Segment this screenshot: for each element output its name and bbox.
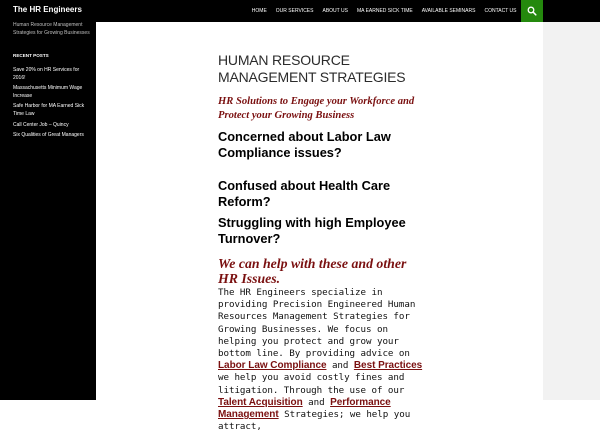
recent-post-link[interactable]: Call Center Job – Quincy bbox=[13, 121, 69, 128]
nav-available-seminars[interactable]: AVAILABLE SEMINARS bbox=[421, 8, 476, 14]
site-description: Human Resource Management Strategies for Growing Businesses bbox=[13, 22, 90, 36]
primary-nav bbox=[247, 0, 521, 22]
nav-home[interactable]: HOME bbox=[251, 8, 267, 14]
question-health-care: Confused about Health Care Reform? bbox=[218, 178, 391, 209]
search-button[interactable] bbox=[521, 0, 543, 22]
page-title: HUMAN RESOURCE MANAGEMENT STRATEGIES bbox=[218, 52, 406, 85]
recent-post-link[interactable]: Safe Harbor for MA Earned Sick Time Law bbox=[13, 103, 85, 118]
question-turnover: Struggling with high Employee Turnover? bbox=[218, 215, 406, 246]
best-practices-link[interactable]: Best Practices bbox=[353, 360, 423, 372]
question-labor-law: Concerned about Labor Law Compliance issues? bbox=[218, 129, 391, 160]
recent-posts-heading: RECENT POSTS bbox=[13, 53, 49, 58]
body-text-2: we help you avoid costly fines and litigation. Through the use of our bbox=[218, 372, 405, 396]
recent-post-link[interactable]: Save 20% on HR Services for 2016! bbox=[13, 67, 80, 81]
body-text-1: The HR Engineers specialize in providing Precision Engineered Human Resources Management Strategies for Growing Businesses. We focus on helping you protect and grow your bottom line. By providing advice on bbox=[218, 287, 416, 360]
body-text-3: Strategies; we help you attract, bbox=[218, 409, 411, 433]
nav-ma-earned-sick-time[interactable]: MA EARNED SICK TIME bbox=[356, 8, 413, 14]
talent-acquisition-link[interactable]: Talent Acquisition bbox=[218, 396, 303, 408]
nav-our-services[interactable]: OUR SERVICES bbox=[275, 8, 314, 14]
body-text-and-1: and bbox=[326, 360, 354, 372]
recent-post-link[interactable]: Massachusetts Minimum Wage Increase bbox=[13, 85, 83, 99]
recent-post-link[interactable]: Six Qualities of Great Managers bbox=[13, 132, 84, 139]
nav-about-us[interactable]: ABOUT US bbox=[322, 8, 348, 14]
body-text-and-2: and bbox=[302, 396, 331, 408]
labor-law-compliance-link[interactable]: Labor Law Compliance bbox=[218, 360, 327, 372]
intro-paragraph bbox=[218, 287, 424, 433]
main-content bbox=[218, 22, 426, 433]
help-heading: We can help with these and other HR Issues. bbox=[218, 256, 407, 286]
performance-management-link[interactable]: Performance Management bbox=[218, 396, 391, 421]
nav-contact-us[interactable]: CONTACT US bbox=[484, 8, 517, 14]
site-header bbox=[0, 0, 600, 22]
site-title-link[interactable]: The HR Engineers bbox=[13, 5, 82, 14]
tagline: HR Solutions to Engage your Workforce and Protect your Growing Business bbox=[218, 96, 415, 121]
right-gutter bbox=[543, 22, 600, 400]
sidebar bbox=[0, 22, 96, 400]
recent-posts-list bbox=[13, 67, 85, 143]
search-icon bbox=[527, 6, 537, 16]
